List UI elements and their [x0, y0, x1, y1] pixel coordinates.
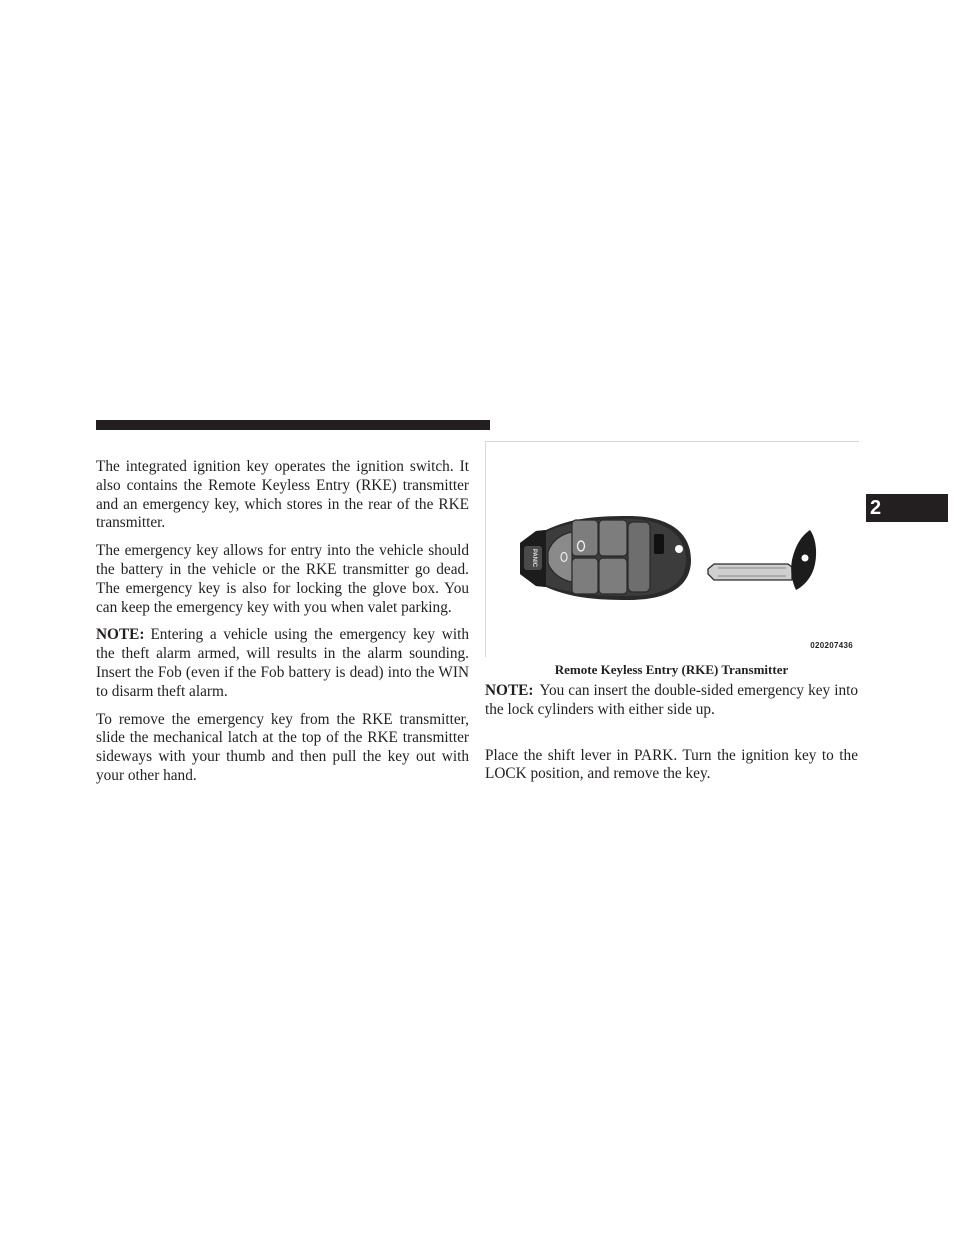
note-label: NOTE:	[485, 682, 534, 699]
emergency-key-icon	[708, 530, 816, 590]
rke-transmitter-figure	[485, 441, 859, 657]
section-header-rule	[96, 420, 490, 430]
theft-alarm-note	[96, 626, 469, 701]
remove-key-paragraph: To remove the emergency key from the RKE transmitter, slide the mechanical latch at the top of the RKE transmitter sideways with your thumb and then pull the key out with your other hand.	[96, 710, 469, 784]
rke-transmitter-illustration	[486, 442, 859, 657]
note-label: NOTE:	[96, 626, 145, 644]
figure-image-code: 020207436	[810, 641, 853, 650]
emergency-key-paragraph: The emergency key allows for entry into the vehicle should the battery in the vehicle or the RKE transmitter go dead. The emergency key is also for locking the glove box. You can keep the emergency key with you when valet parking.	[96, 542, 469, 616]
intro-paragraph: The integrated ignition key operates the ignition switch. It also contains the Remote Keyless Entry (RKE) transmitter and an emergency key, which stores in the rear of the RKE transmitter.	[96, 458, 469, 532]
key-fob-icon	[520, 516, 691, 600]
right-column	[485, 682, 858, 784]
svg-text:PANIC: PANIC	[531, 548, 537, 568]
note-text: You can insert the double-sided emergency key into the lock cylinders with either side up.	[485, 682, 858, 718]
figure-caption: Remote Keyless Entry (RKE) Transmitter	[554, 662, 789, 677]
note-text: Entering a vehicle using the emergency key with the theft alarm armed, will results in the alarm sounding. Insert the Fob (even if the Fob battery is dead) into the WIN to disarm theft alarm.	[96, 626, 469, 700]
emergency-key-note	[485, 682, 858, 720]
section-tab: 2	[866, 494, 948, 522]
ignition-lock-paragraph: Place the shift lever in PARK. Turn the ignition key to the LOCK position, and remove the key.	[485, 746, 858, 783]
left-column	[96, 458, 469, 795]
